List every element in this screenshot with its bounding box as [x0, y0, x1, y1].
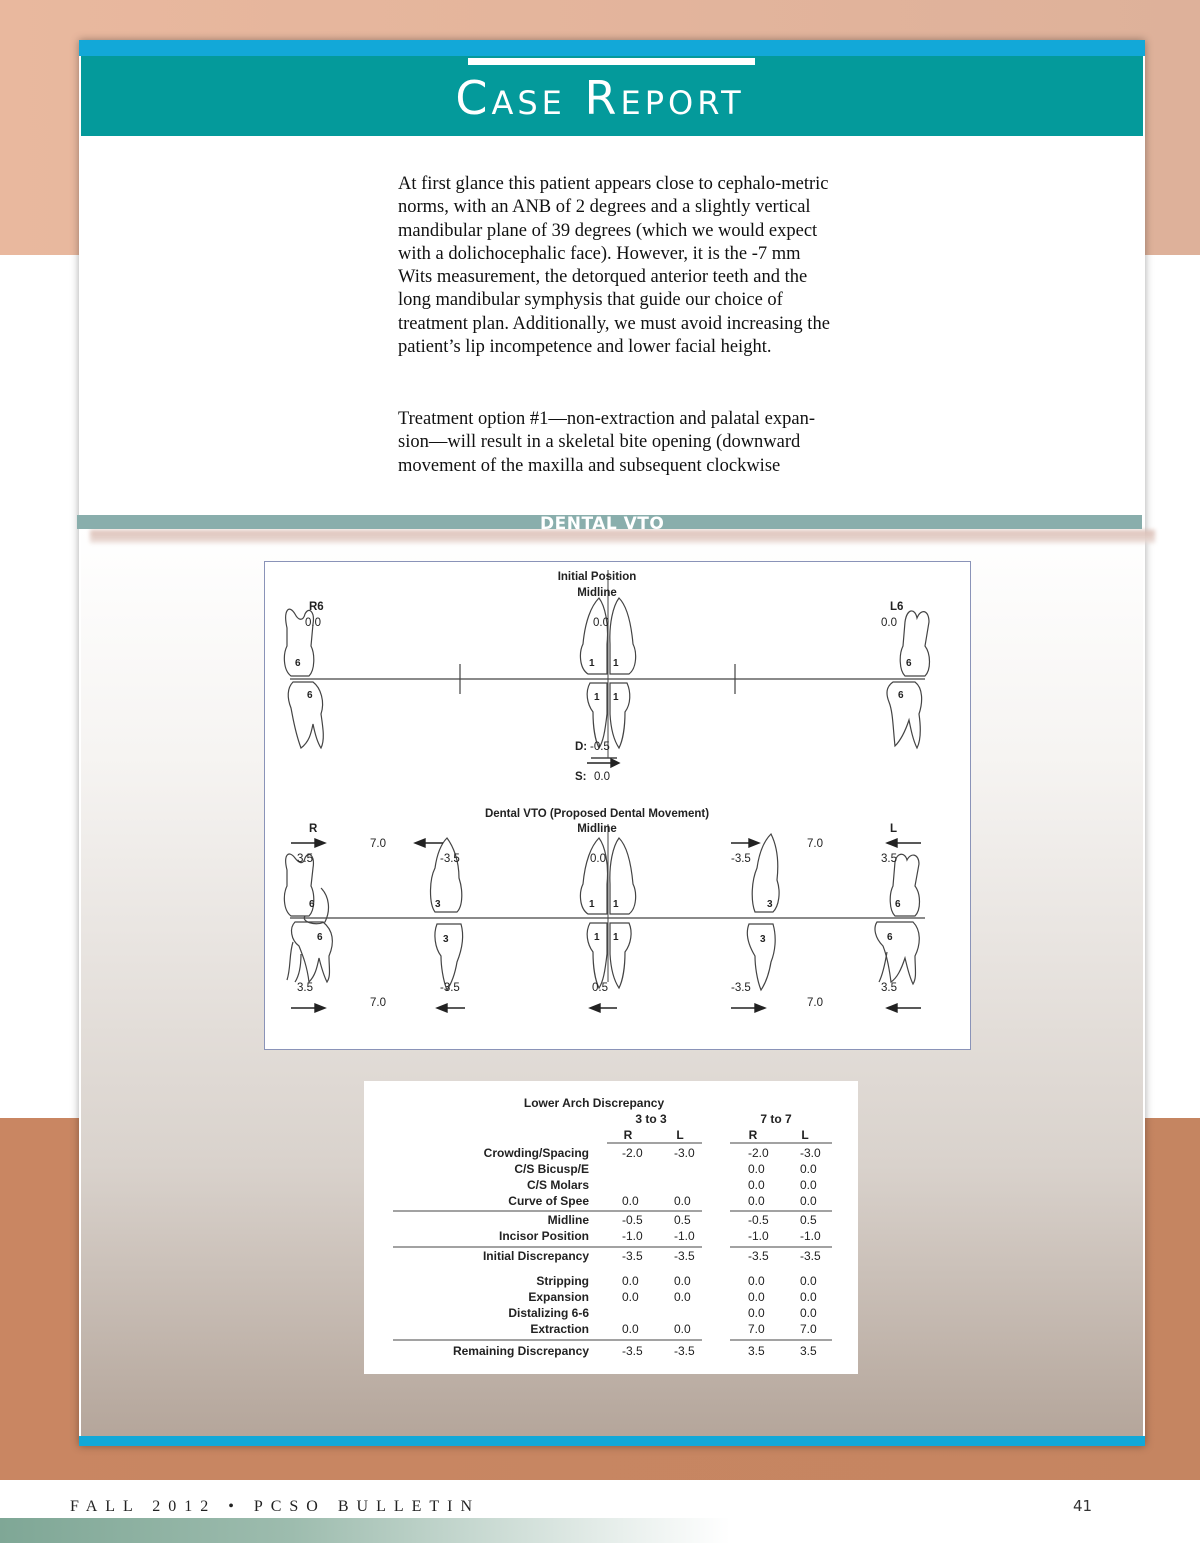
tooth-molar-lower-left [887, 682, 922, 748]
tooth-vto-roots-lower-left [879, 952, 887, 982]
tooth-6-label: 6 [295, 658, 301, 669]
r6-value: 0.0 [305, 617, 321, 629]
table-row-label: Distalizing 6-6 [508, 1306, 589, 1320]
tooth-6-label: 6 [307, 690, 313, 701]
table-cell: 0.5 [674, 1213, 691, 1227]
tooth-6-label: 6 [887, 932, 893, 943]
tooth-6-label: 6 [898, 690, 904, 701]
dental-vto-figure [264, 561, 971, 1050]
space-lower-left: 7.0 [807, 997, 823, 1009]
col-r-3to3: R [623, 1128, 633, 1142]
r6-label: R6 [309, 601, 324, 613]
table-cell: -3.5 [622, 1344, 643, 1358]
table-cell: 0.0 [674, 1274, 691, 1288]
table-cell: 0.0 [622, 1290, 639, 1304]
frame-top-bar [79, 40, 1145, 56]
table-cell: 3.5 [748, 1344, 765, 1358]
body-paragraph-1: At first glance this patient appears close to cephalo-metric norms, with an ANB of 2 degrees and a slightly vertical mandibular plane of 39 degrees (which we would expect with a dolichocephalic face). However, it is the -7 mm Wits measurement, the detorqued anterior teeth and the long mandibular symphysis that guide our choice of treatment plan. Additionally, we must avoid increasing the patient’s lip incompetence and lower facial height. [398, 174, 830, 358]
page-number: 41 [1073, 1497, 1093, 1515]
table-cell: 0.0 [800, 1162, 817, 1176]
space-upper-left: 7.0 [807, 838, 823, 850]
table-cell: 0.0 [748, 1274, 765, 1288]
upper-l3-value: -3.5 [731, 853, 751, 865]
upper-r6-value: 3.5 [297, 853, 313, 865]
table-row-label: Midline [547, 1213, 589, 1227]
vto-l-label: L [890, 823, 898, 835]
tooth-6-label: 6 [309, 899, 315, 910]
table-cell: 0.0 [800, 1194, 817, 1208]
tooth-3-label: 3 [435, 899, 441, 910]
tooth-canine-lower-right [435, 924, 463, 990]
table-row-label: C/S Bicusp/E [514, 1162, 589, 1176]
page-title: Case Report [455, 71, 745, 125]
space-lower-right: 7.0 [370, 997, 386, 1009]
table-cell: 0.0 [800, 1178, 817, 1192]
space-upper-right: 7.0 [370, 838, 386, 850]
lower-r3-value: -3.5 [440, 982, 460, 994]
table-row-label: Remaining Discrepancy [452, 1344, 589, 1358]
table-cell: 0.0 [674, 1322, 691, 1336]
publication-footer: FALL 2012 • PCSO BULLETIN [70, 1498, 481, 1515]
table-cell: -1.0 [748, 1229, 769, 1243]
tooth-6-label: 6 [317, 932, 323, 943]
tooth-vto-molar-lower-right [292, 922, 333, 982]
table-cell: -2.0 [748, 1146, 769, 1160]
tooth-canine-upper-left [752, 834, 779, 912]
tooth-molar-upper-left [900, 611, 929, 676]
tooth-3-label: 3 [767, 899, 773, 910]
vto-title: Dental VTO (Proposed Dental Movement) [484, 808, 710, 820]
vto-midline-label: Midline [577, 823, 617, 835]
lower-arch-discrepancy-table [364, 1081, 858, 1374]
tooth-3-label: 3 [760, 934, 766, 945]
initial-mid-value: 0.0 [593, 617, 609, 629]
tooth-1-label: 1 [589, 658, 595, 669]
lower-l3-value: -3.5 [731, 982, 751, 994]
table-cell: -3.0 [674, 1146, 695, 1160]
tooth-1-label: 1 [594, 932, 600, 943]
vto-r-label: R [309, 823, 318, 835]
d-value: -0.5 [590, 741, 610, 753]
table-cell: 0.0 [748, 1306, 765, 1320]
tooth-1-label: 1 [589, 899, 595, 910]
upper-mid-value: 0.0 [590, 853, 606, 865]
col-l-3to3: L [676, 1128, 684, 1142]
upper-r3-value: -3.5 [440, 853, 460, 865]
tooth-6-label: 6 [895, 899, 901, 910]
table-cell: -1.0 [622, 1229, 643, 1243]
initial-title: Initial Position [557, 571, 637, 583]
group-3-to-3: 3 to 3 [635, 1112, 667, 1126]
tooth-vto-roots-lower-right [287, 942, 301, 982]
tooth-1-label: 1 [613, 692, 619, 703]
upper-l6-value: 3.5 [881, 853, 897, 865]
col-r-7to7: R [748, 1128, 758, 1142]
table-cell: -3.5 [622, 1249, 643, 1263]
table-cell: 3.5 [800, 1344, 817, 1358]
l6-value: 0.0 [881, 617, 897, 629]
table-cell: 0.0 [674, 1290, 691, 1304]
tooth-3-label: 3 [443, 934, 449, 945]
frame-bottom-bar [79, 1436, 1145, 1446]
table-cell: 0.0 [748, 1290, 765, 1304]
body-paragraph-2: Treatment option #1—non-extraction and palatal expan-sion—will result in a skeletal bite opening (downward movement of the maxilla and subsequent clockwise [398, 409, 815, 476]
table-cell: -3.5 [674, 1344, 695, 1358]
header-rule [468, 58, 755, 65]
table-cell: -3.5 [800, 1249, 821, 1263]
table-row-label: Crowding/Spacing [483, 1146, 589, 1160]
table-cell: 0.0 [622, 1274, 639, 1288]
table-row-label: Extraction [530, 1322, 589, 1336]
l6-label: L6 [890, 601, 904, 613]
table-row-label: Expansion [528, 1290, 589, 1304]
section-label: DENTAL VTO [540, 514, 665, 529]
table-cell: -3.5 [748, 1249, 769, 1263]
table-cell: 0.0 [800, 1306, 817, 1320]
table-cell: 0.0 [800, 1274, 817, 1288]
tooth-1-label: 1 [613, 658, 619, 669]
tooth-molar-lower-right [288, 682, 323, 748]
table-row-label: C/S Molars [526, 1178, 589, 1192]
table-cell: 7.0 [748, 1322, 765, 1336]
table-cell: 7.0 [800, 1322, 817, 1336]
dental-vto-diagram [265, 562, 970, 1049]
s-label: S: [575, 771, 587, 783]
table-cell: 0.0 [748, 1162, 765, 1176]
tooth-1-label: 1 [613, 932, 619, 943]
table-cell: 0.0 [622, 1322, 639, 1336]
table-cell: 0.0 [674, 1194, 691, 1208]
table-cell: 0.0 [800, 1290, 817, 1304]
table-cell: -3.0 [800, 1146, 821, 1160]
table-cell: 0.0 [748, 1194, 765, 1208]
table-row-label: Initial Discrepancy [482, 1249, 589, 1263]
col-l-7to7: L [801, 1128, 809, 1142]
table-title: Lower Arch Discrepancy [523, 1096, 665, 1110]
table-cell: -2.0 [622, 1146, 643, 1160]
d-label: D: [575, 741, 588, 753]
table-cell: 0.0 [622, 1194, 639, 1208]
group-7-to-7: 7 to 7 [760, 1112, 792, 1126]
table-cell: -3.5 [674, 1249, 695, 1263]
lower-l6-value: 3.5 [881, 982, 897, 994]
s-value: 0.0 [594, 771, 610, 783]
initial-midline-label: Midline [577, 587, 617, 599]
table-row-label: Incisor Position [498, 1229, 589, 1243]
section-bar-shadow [90, 530, 1155, 543]
footer-gradient-bar [0, 1518, 730, 1543]
tooth-6-label: 6 [906, 658, 912, 669]
table-row-label: Curve of Spee [508, 1194, 589, 1208]
arch-table-svg [364, 1081, 858, 1374]
tooth-1-label: 1 [613, 899, 619, 910]
tooth-1-label: 1 [594, 692, 600, 703]
lower-mid-value: 0.5 [592, 982, 608, 994]
table-cell: -1.0 [800, 1229, 821, 1243]
table-cell: -0.5 [622, 1213, 643, 1227]
table-cell: 0.0 [748, 1178, 765, 1192]
table-cell: 0.5 [800, 1213, 817, 1227]
table-cell: -0.5 [748, 1213, 769, 1227]
table-row-label: Stripping [536, 1274, 589, 1288]
table-cell: -1.0 [674, 1229, 695, 1243]
lower-r6-value: 3.5 [297, 982, 313, 994]
